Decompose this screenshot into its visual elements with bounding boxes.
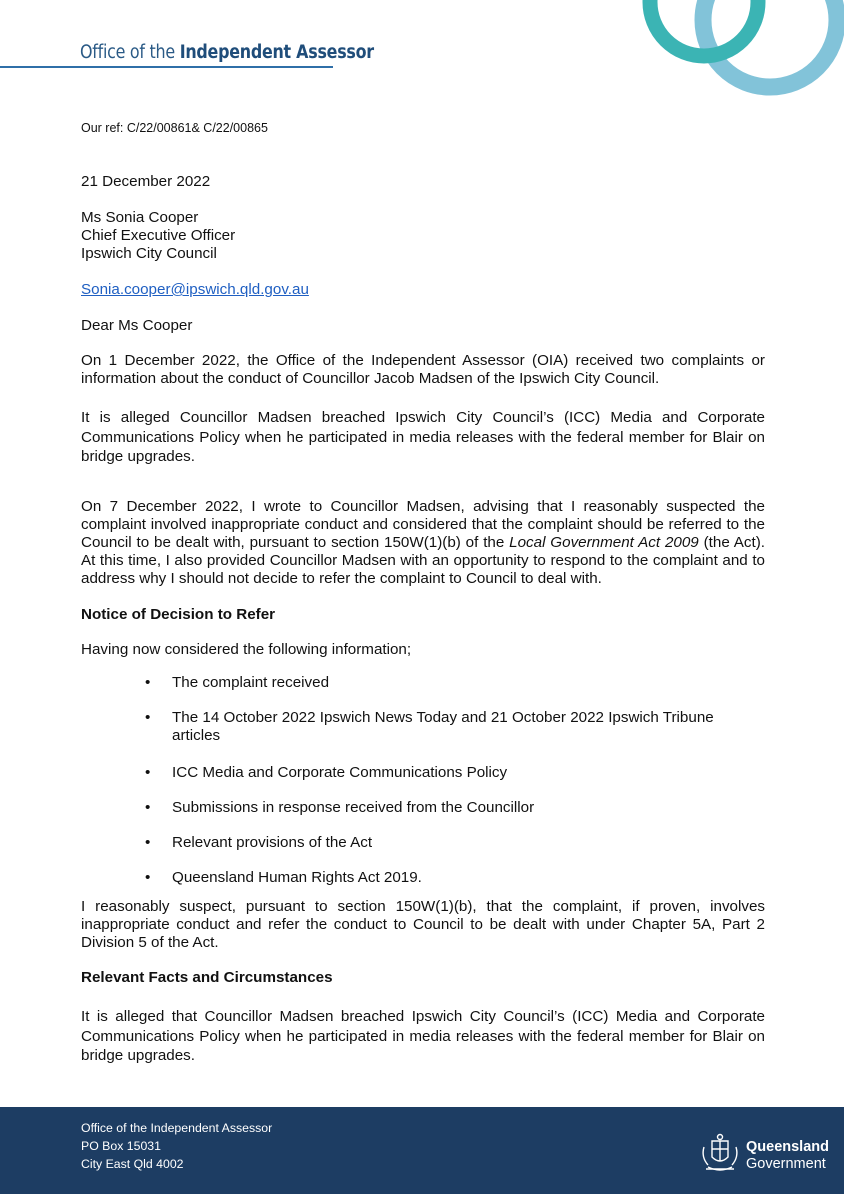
our-ref: Our ref: C/22/00861& C/22/00865 <box>81 121 268 135</box>
paragraph-1: On 1 December 2022, the Office of the Independent Assessor (OIA) received two complaints or information about the conduct of Councillor Jacob Madsen of the Ipswich City Council. <box>81 352 765 387</box>
letter-date: 21 December 2022 <box>81 173 211 190</box>
list-item-text: Queensland Human Rights Act 2019. <box>172 869 422 886</box>
heading-relevant-facts: Relevant Facts and Circumstances <box>81 969 333 986</box>
paragraph-4: Having now considered the following information; <box>81 641 412 658</box>
bullet-icon: • <box>145 799 151 816</box>
paragraph-3-end: (the Act). At this time, I also provided Councillor Madsen with an opportunity to respond to the complaint and to address why I should not decide to refer the complaint to Council to deal with. <box>81 534 765 587</box>
bullet-icon: • <box>145 869 151 886</box>
bullet-icon: • <box>145 709 151 726</box>
bullet-icon: • <box>145 834 151 851</box>
salutation: Dear Ms Cooper <box>81 317 193 334</box>
footer-line-3: City East Qld 4002 <box>81 1157 184 1171</box>
list-item <box>145 709 765 745</box>
logo-underline <box>0 66 333 68</box>
recipient-name: Ms Sonia Cooper <box>81 209 199 226</box>
list-item-text: Relevant provisions of the Act <box>172 834 373 851</box>
queensland-wordmark: Queensland <box>746 1139 829 1155</box>
list-item <box>145 869 765 887</box>
footer <box>0 1107 844 1194</box>
footer-address <box>81 1119 272 1173</box>
list-item-text: The complaint received <box>172 674 330 691</box>
recipient-title: Chief Executive Officer <box>81 227 236 244</box>
recipient-org: Ipswich City Council <box>81 245 217 262</box>
footer-line-2: PO Box 15031 <box>81 1139 161 1153</box>
paragraph-2: It is alleged Councillor Madsen breached Ipswich City Council’s (ICC) Media and Corporate Communications Policy when he participated in media releases with the federal member for Blair on bridge upgrades. <box>81 409 765 465</box>
list-item-text: The 14 October 2022 Ipswich News Today and 21 October 2022 Ipswich Tribune articles <box>172 709 714 744</box>
paragraph-3 <box>81 498 765 588</box>
government-wordmark: Government <box>746 1156 826 1172</box>
decorative-circles <box>620 0 844 150</box>
paragraph-5: I reasonably suspect, pursuant to section 150W(1)(b), that the complaint, if proven, involves inappropriate conduct and refer the conduct to Council to be dealt with under Chapter 5A, Part 2 Division 5 of the Act. <box>81 898 765 951</box>
logo-bold: Independent Assessor <box>179 42 374 63</box>
queensland-crest-icon <box>698 1133 742 1175</box>
list-item-text: Submissions in response received from the Councillor <box>172 799 535 816</box>
paragraph-3-start: On 7 December 2022, I wrote to Councillor Madsen, advising that I reasonably suspected the complaint involved inappropriate conduct and considered that the complaint should be referred to the Council to be dealt with, pursuant to section 150W(1)(b) of the <box>81 498 765 551</box>
recipient-email-link[interactable]: Sonia.cooper@ipswich.qld.gov.au <box>81 281 309 298</box>
list-item <box>145 799 765 817</box>
bullet-icon: • <box>145 764 151 781</box>
paragraph-6: It is alleged that Councillor Madsen breached Ipswich City Council’s (ICC) Media and Corporate Communications Policy when he participated in media releases with the federal member for Blair on bridge upgrades. <box>81 1008 765 1064</box>
list-item-text: ICC Media and Corporate Communications Policy <box>172 764 508 781</box>
list-item <box>145 834 765 852</box>
list-item <box>145 674 765 692</box>
logo-text <box>80 42 374 63</box>
list-item <box>145 764 765 782</box>
bullet-icon: • <box>145 674 151 691</box>
heading-notice-of-decision: Notice of Decision to Refer <box>81 606 276 623</box>
logo-prefix: Office of the <box>80 42 180 63</box>
act-title: Local Government Act 2009 <box>509 534 699 551</box>
footer-line-1: Office of the Independent Assessor <box>81 1121 273 1135</box>
